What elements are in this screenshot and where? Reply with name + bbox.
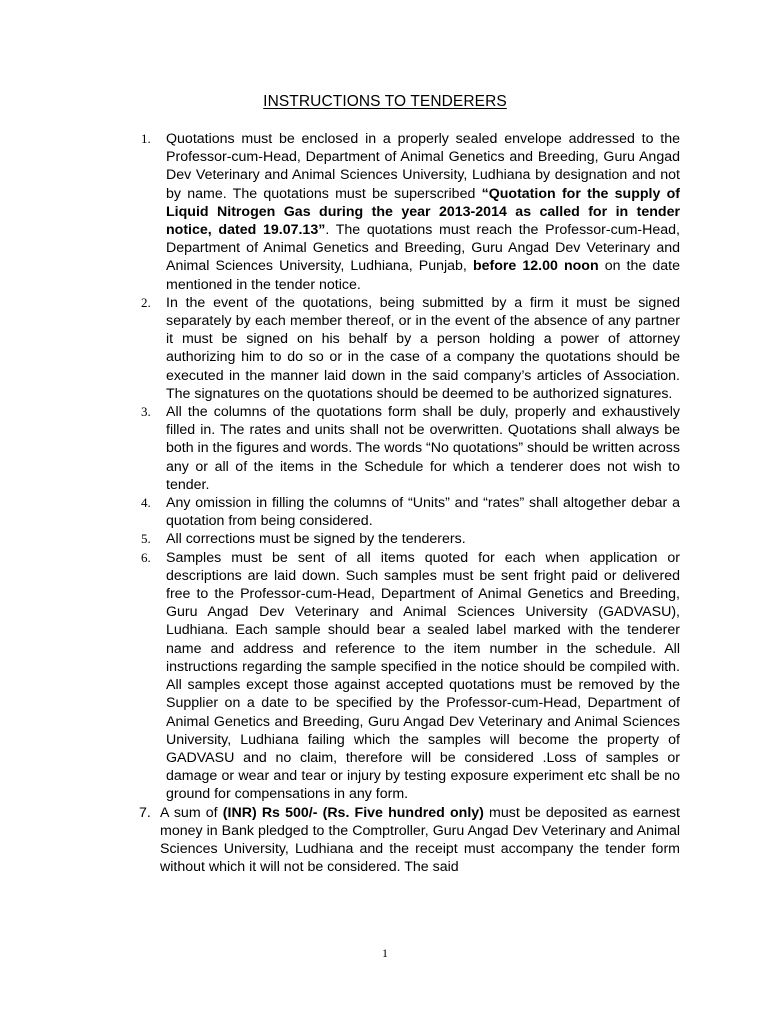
item-text-bold: before 12.00 noon [472, 258, 599, 275]
item-number: 5. [141, 531, 151, 547]
item-number: 3. [141, 404, 151, 420]
list-item [141, 130, 681, 294]
item-text: Any omission in filling the columns of “Units” and “rates” shall altogether debar a quotation from being considered. [166, 495, 680, 530]
list-item [141, 549, 680, 804]
item-text: A sum of [160, 804, 223, 821]
page-number: 1 [382, 946, 388, 960]
item-text: on the date mentioned in the tender notice. [166, 258, 680, 293]
item-number: 7. [139, 804, 151, 821]
item-text: In the event of the quotations, being submitted by a firm it must be signed separately by each member thereof, or in the event of the absence of any partner it must be signed on his behalf by a person holding a power of attorney authorizing him to do so or in the case of a company the quotations should be executed in the manner laid down in the said company’s articles of Association. The signatures on the quotations should be deemed to be authorized signatures. [166, 294, 680, 402]
item-text-bold: “Quotation for the supply of Liquid Nitrogen Gas during the year 2013-2014 as called for in tender notice, dated 19.07.13” [166, 185, 681, 239]
item-text: must be deposited as earnest money in Bank pledged to the Comptroller, Guru Angad Dev Veterinary and Animal Sciences University, Ludhiana and the receipt must accompany the tender form without which it will not be considered. The said [160, 804, 680, 876]
item-number: 1. [141, 131, 151, 146]
list-item [141, 494, 680, 530]
list-item [141, 294, 680, 403]
item-text: Samples must be sent of all items quoted for each when application or descriptions are laid down. Such samples must be sent fright paid or delivered free to the Professor-cum-Head, Department of Animal Genetics and Breeding, Guru Angad Dev Veterinary and Animal Sciences University (GADVASU), Ludhiana. Each sample should bear a sealed label marked with the tenderer name and address and reference to the item number in the schedule. All instructions regarding the sample specified in the notice should be compiled with. All samples except those against accepted quotations must be removed by the Supplier on a date to be specified by the Professor-cum-Head, Department of Animal Genetics and Breeding, Guru Angad Dev Veterinary and Animal Sciences University, Ludhiana failing which the samples will become the property of GADVASU and no claim, therefore will be considered .Loss of samples or damage or wear and tear or injury by testing exposure experiment etc shall be no ground for compensations in any form. [166, 549, 680, 803]
list-item [139, 804, 680, 877]
item-number: 4. [141, 495, 151, 511]
item-text-bold: (INR) Rs 500/- (Rs. Five hundred only) [222, 804, 484, 821]
instructions-list [139, 130, 681, 876]
item-number: 6. [141, 549, 151, 565]
item-text: All corrections must be signed by the tenderers. [166, 531, 466, 548]
item-text: All the columns of the quotations form shall be duly, properly and exhaustively filled in. The rates and units shall not be overwritten. Quotations shall always be both in the figures and words. The words “No quotations” should be written across any or all of the items in the Schedule for which a tenderer does not wish to tender. [166, 404, 680, 493]
item-number: 2. [141, 294, 151, 310]
item-text: Quotations must be enclosed in a properly sealed envelope addressed to the Professor-cum-Head, Department of Animal Genetics and Breeding, Guru Angad Dev Veterinary and Animal Sciences University, Ludhiana by designation and not by name. The quotations must be superscribed [166, 131, 680, 202]
list-item [141, 530, 680, 548]
list-item [141, 403, 680, 494]
document-title: INSTRUCTIONS TO TENDERERS [263, 93, 507, 110]
item-text: . The quotations must reach the Professor-cum-Head, Department of Animal Genetics and Breeding, Guru Angad Dev Veterinary and Animal Sciences University, Ludhiana, Punjab, [166, 222, 680, 275]
